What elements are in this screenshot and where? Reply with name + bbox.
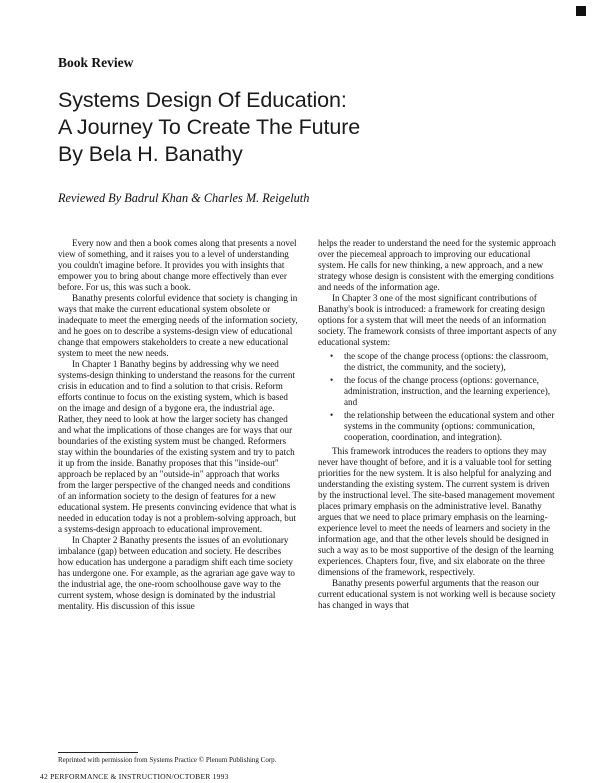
title-line: By Bela H. Banathy	[58, 142, 243, 166]
title-line: Systems Design Of Education:	[58, 88, 347, 112]
paragraph: This framework introduces the readers to options they may never have thought of before, and it is a valuable tool for setting priorities for the new system. It is also helpful for analyzing and understanding the existing system. The current system is driven by the instructional level. The site-based management movement places primary emphasis on the administrative level. Banathy argues that we need to place primary emphasis on the learning-experience level to meet the needs of learners and society in the information age, and that the other levels should be designed in such a way as to be most supportive of the design of the learning experiences. Chapters four, five, and six elaborate on the three dimensions of the framework, respectively.	[318, 446, 555, 577]
paragraph: In Chapter 2 Banathy presents the issues of an evolutionary imbalance (gap) between education and society. He describes how education has undergone a paradigm shift each time society has undergone one. For example, as the agrarian age gave way to the industrial age, the one-room schoolhouse gave way to the current system, whose design is dominated by the industrial mentality. His discussion of this issue	[58, 535, 295, 611]
list-item: • the focus of the change process (options: governance, administration, instruction, and the learning experience), and	[334, 375, 558, 408]
paragraph: Banathy presents powerful arguments that the reason our current educational system is not working well is because society has changed in ways that	[318, 578, 556, 610]
section-label: Book Review	[58, 55, 134, 70]
framework-list	[318, 351, 558, 443]
page-corner-mark	[576, 6, 586, 16]
paragraph: Banathy presents colorful evidence that society is changing in ways that make the current educational system obsolete or inadequate to meet the emerging needs of the information society, and he goes on to describe a systems-design view of educational change that empowers stakeholders to create a new educational system to meet the new needs.	[58, 293, 298, 358]
paragraph: helps the reader to understand the need for the systemic approach over the piecemeal approach to improving our educational system. He calls for new thinking, a new approach, and a new strategy whose design is consistent with the emerging conditions and needs of the information age.	[318, 238, 556, 292]
title-line: A Journey To Create The Future	[58, 115, 361, 139]
paragraph: In Chapter 3 one of the most significant contributions of Banathy's book is introduced: a framework for creating design options for a system that will meet the needs of an information society. The framework consists of three important aspects of any educational system:	[318, 293, 557, 347]
list-item: • the scope of the change process (options: the classroom, the district, the community, and the society),	[334, 351, 558, 373]
paragraph: In Chapter 1 Banathy begins by addressing why we need systems-design thinking to understand the reasons for the current crisis in education and to find a solution to that crisis. Reform efforts continue to focus on the existing system, which is based on the image and design of a bygone era, the industrial age. Rather, they need to look at how the larger society has changed and what the implications of those changes are for ways that our boundaries of the existing system must be changed. Reformers stay within the boundaries of the existing system and try to patch it up from the inside. Banathy proposes that this "inside-out" approach be replaced by an "outside-in" approach that works from the larger perspective of the changed needs and conditions of an information society to the design of features for a new educational system. He presents convincing evidence that what is needed in education today is not a problem-solving approach, but a systems-design approach to educational improvement.	[58, 359, 297, 534]
right-column	[318, 238, 558, 611]
page-footer: 42 PERFORMANCE & INSTRUCTION/OCTOBER 1993	[40, 772, 229, 781]
paragraph: Every now and then a book comes along that presents a novel view of something, and it raises you to a level of understanding you couldn't imagine before. It provides you with insights that empower you to bring about change more effectively than ever before. For us, this was such a book.	[58, 238, 297, 292]
permission-note: Reprinted with permission from Systems Practice © Plenum Publishing Corp.	[58, 756, 277, 764]
footnote-rule	[58, 752, 138, 753]
reviewer-byline: Reviewed By Badrul Khan & Charles M. Reigeluth	[58, 191, 310, 205]
left-column	[58, 238, 298, 612]
list-item: • the relationship between the educational system and other systems in the community (options: communication, cooperation, coordination, and integration).	[334, 410, 558, 443]
article-title	[58, 87, 360, 168]
